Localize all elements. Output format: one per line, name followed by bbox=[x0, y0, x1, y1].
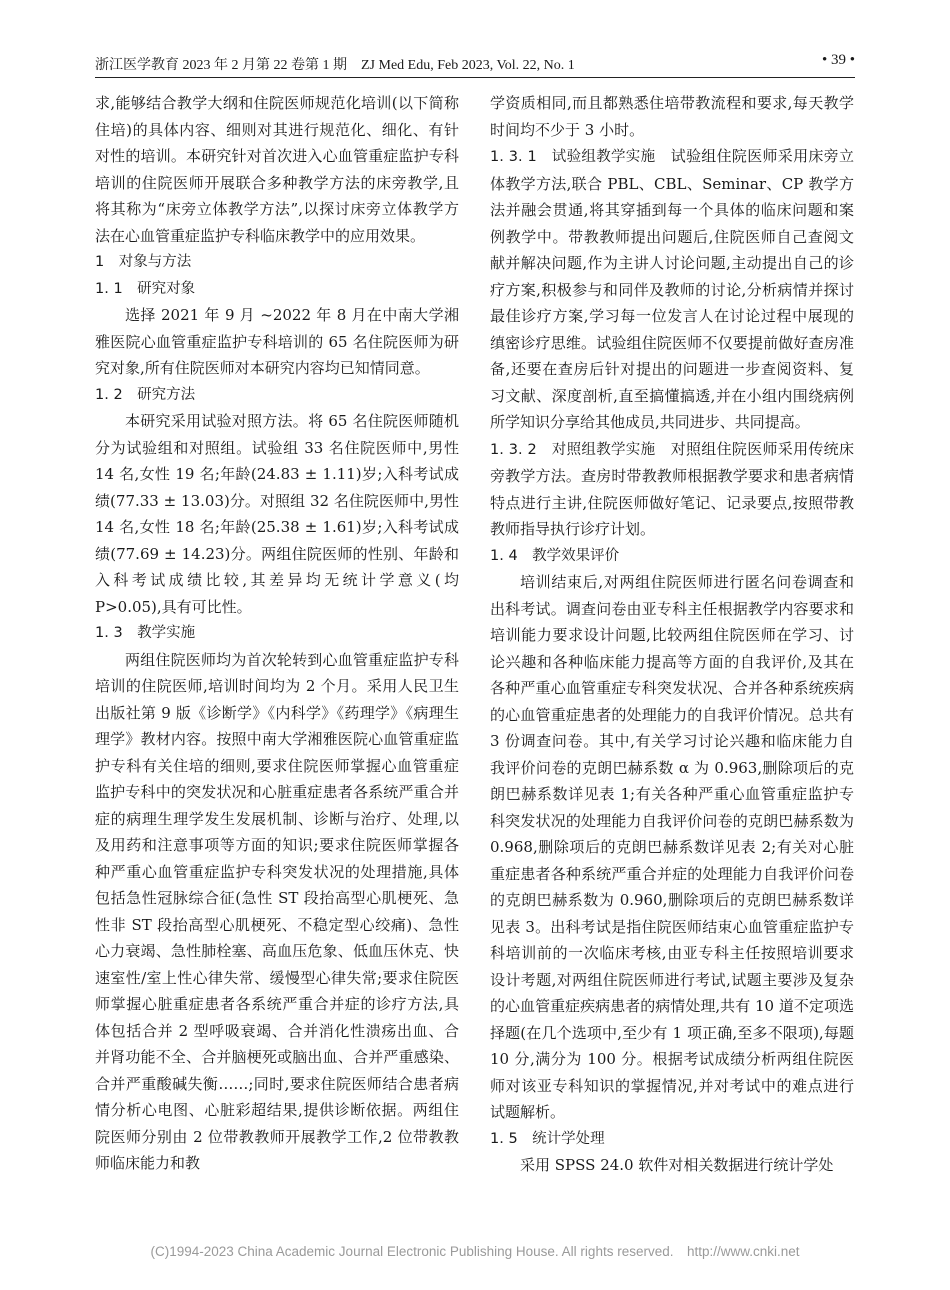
journal-citation: 浙江医学教育 2023 年 2 月第 22 卷第 1 期 ZJ Med Edu, Feb 2023, Vol. 22, No. 1 bbox=[95, 58, 575, 73]
page-number: • 39 • bbox=[821, 52, 855, 68]
paragraph-1-3: 两组住院医师均为首次轮转到心血管重症监护专科培训的住院医师,培训时间均为 2 个月。采用人民卫生出版社第 9 版《诊断学》《内科学》《药理学》《病理生理学》教材内容。按照中南大学湘雅医院心血管重症监护专科有关住培的细则,要求住院医师掌握心血管重症监护专科中的突发状况和心脏重症患者各系统严重合并症的病理生理学发生发展机制、诊断与治疗、处理,以及用药和注意事项等方面的知识;要求住院医师掌握各种严重心血管重症监护专科突发状况的处理措施,具体包括急性冠脉综合征(急性 ST 段抬高型心肌梗死、急性非 ST 段抬高型心肌梗死、不稳定型心绞痛)、急性心力衰竭、急性肺栓塞、高血压危象、低血压休克、快速室性/室上性心律失常、缓慢型心律失常;要求住院医师掌握心脏重症患者各系统严重合并症的诊疗方法,具体包括合并 2 型呼吸衰竭、合并消化性溃疡出血、合并肾功能不全、合并脑梗死或脑出血、合并严重感染、合并严重酸碱失衡……;同时,要求住院医师结合患者病情分析心电图、心脏彩超结果,提供诊断依据。两组住院医师分别由 2 位带教教师开展教学工作,2 位带教教师临床能力和教 bbox=[95, 650, 459, 1172]
section-heading-1-1: 1. 1 研究对象 bbox=[95, 280, 196, 297]
section-heading-1-3: 1. 3 教学实施 bbox=[95, 625, 196, 641]
header-rule bbox=[95, 77, 855, 78]
section-heading-1-3-1: 1. 3. 1 试验组教学实施 bbox=[490, 149, 656, 165]
section-heading-1: 1 对象与方法 bbox=[95, 254, 192, 270]
paragraph-1-2: 本研究采用试验对照方法。将 65 名住院医师随机分为试验组和对照组。试验组 33 名住院医师中,男性 14 名,女性 19 名;年龄(24.83 ± 1.11)岁;入科考试成绩(77.33 ± 13.03)分。对照组 32 名住院医师中,男性 14 名,女性 18 名;年龄(25.38 ± 1.61)岁;入科考试成绩(77.69 ± 14.23)分。两组住院医师的性别、年龄和入科考试成绩比较,其差异均无统计学意义(均 P>0.05),具有可比性。 bbox=[95, 412, 459, 616]
section-heading-1-3-2: 1. 3. 2 对照组教学实施 bbox=[490, 441, 656, 458]
copyright-footer: (C)1994-2023 China Academic Journal Electronic Publishing House. All rights reserved. http://www.cnki.net bbox=[150, 1244, 800, 1259]
right-column bbox=[490, 90, 854, 1179]
paragraph-1-3-2 bbox=[490, 436, 854, 543]
section-heading-1-2: 1. 2 研究方法 bbox=[95, 386, 196, 403]
intro-paragraph: 求,能够结合教学大纲和住院医师规范化培训(以下简称住培)的具体内容、细则对其进行规范化、细化、有针对性的培训。本研究针对首次进入心血管重症监护专科培训的住院医师开展联合多种教学方法的床旁教学,且将其称为“床旁立体教学方法”,以探讨床旁立体教学方法在心血管重症监护专科临床教学中的应用效果。 bbox=[95, 94, 459, 245]
left-column bbox=[95, 90, 459, 1177]
section-heading-1-4: 1. 4 教学效果评价 bbox=[490, 547, 620, 564]
paragraph-1-3-1-text: 试验组住院医师采用床旁立体教学方法,联合 PBL、CBL、Seminar、CP 教学方法并融会贯通,将其穿插到每一个具体的临床问题和案例教学中。带教教师提出问题后,住院医师自己查阅文献并解决问题,作为主讲人讨论问题,主动提出自己的诊疗方案,积极参与和同伴及教师的讨论,分析病情并探讨最佳诊疗方案,学习每一位发言人在讨论过程中展现的缜密诊疗思维。试验组住院医师不仅要提前做好查房准备,还要在查房后针对提出的问题进一步查阅资料、复习文献、深度剖析,直至搞懂搞透,并在小组内围绕病例所学知识分享给其他成员,共同进步、共同提高。 bbox=[490, 147, 854, 431]
paragraph-1-4: 培训结束后,对两组住院医师进行匿名问卷调查和出科考试。调查问卷由亚专科主任根据教学内容要求和培训能力要求设计问题,比较两组住院医师在学习、讨论兴趣和各种临床能力提高等方面的自我评价,及其在各种严重心血管重症专科突发状况、合并各种系统疾病的心血管重症患者的处理能力的自我评价情况。总共有 3 份调查问卷。其中,有关学习讨论兴趣和临床能力自我评价问卷的克朗巴赫系数 α 为 0.963,删除项后的克朗巴赫系数详见表 1;有关各种严重心血管重症监护专科突发状况的处理能力自我评价问卷的克朗巴赫系数为 0.968,删除项后的克朗巴赫系数详见表 2;有关对心脏重症患者各种系统严重合并症的处理能力自我评价问卷的克朗巴赫系数为 0.960,删除项后的克朗巴赫系数详见表 3。出科考试是指住院医师结束心血管重症监护专科培训前的一次临床考核,由亚专科主任按照培训要求设计考题,对两组住院医师进行考试,试题主要涉及复杂的心血管重症疾病患者的病情处理,共有 10 道不定项选择题(在几个选项中,至少有 1 项正确,至多不限项),每题 10 分,满分为 100 分。根据考试成绩分析两组住院医师对该亚专科知识的掌握情况,并对考试中的难点进行试题解析。 bbox=[490, 573, 854, 1121]
paragraph-1-1: 选择 2021 年 9 月 ~2022 年 8 月在中南大学湘雅医院心血管重症监护专科培训的 65 名住院医师为研究对象,所有住院医师对本研究内容均已知情同意。 bbox=[95, 306, 459, 377]
continued-paragraph: 学资质相同,而且都熟悉住培带教流程和要求,每天教学时间均不少于 3 小时。 bbox=[490, 94, 854, 139]
paragraph-1-5: 采用 SPSS 24.0 软件对相关数据进行统计学处 bbox=[520, 1156, 834, 1174]
section-heading-1-5: 1. 5 统计学处理 bbox=[490, 1130, 605, 1147]
running-header bbox=[95, 52, 855, 76]
paragraph-1-3-2-text: 对照组住院医师采用传统床旁教学方法。查房时带教教师根据教学要求和患者病情特点进行主讲,住院医师做好笔记、记录要点,按照带教教师指导执行诊疗计划。 bbox=[490, 439, 854, 538]
paragraph-1-3-1 bbox=[490, 143, 854, 436]
